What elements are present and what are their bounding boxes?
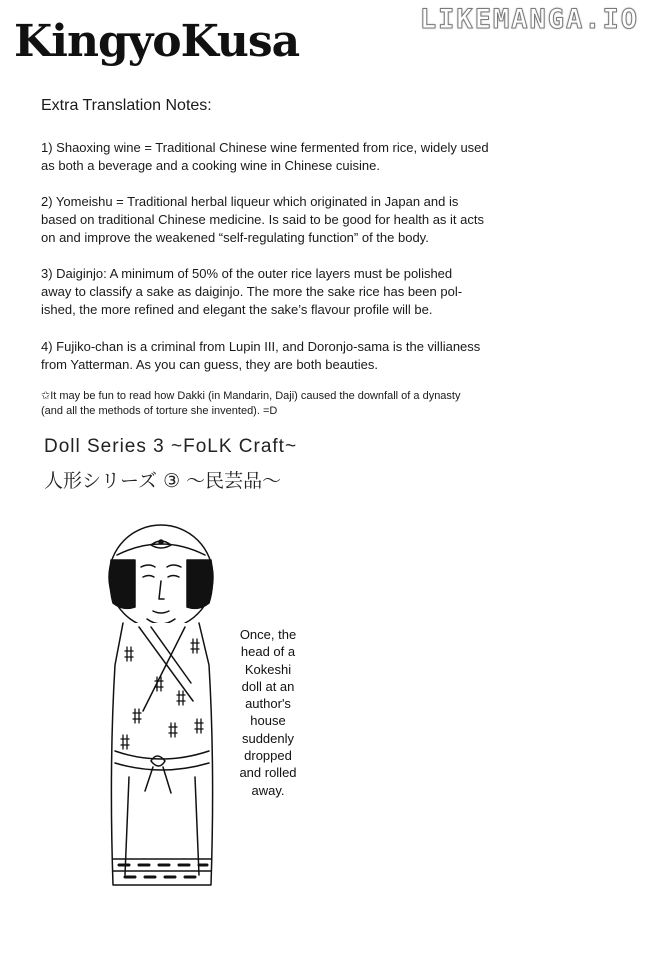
notes-title: Extra Translation Notes: — [41, 97, 212, 114]
note-2 — [41, 193, 496, 247]
note-3 — [41, 265, 496, 319]
caption-line: dropped — [244, 748, 292, 764]
caption-line: and rolled — [239, 765, 297, 781]
caption-line: suddenly — [241, 730, 295, 746]
caption-line: head of a — [240, 644, 296, 660]
kokeshi-doll-illustration — [95, 515, 225, 905]
caption-line: away. — [251, 782, 285, 798]
note-4-line-2: from Yatterman. As you can guess, they are both beauties. — [41, 357, 378, 372]
caption-line: doll at an — [241, 678, 295, 694]
star-note-line-1: ✩It may be fun to read how Dakki (in Mandarin, Daji) caused the downfall of a dynasty — [41, 390, 461, 402]
note-3-line-2: away to classify a sake as daiginjo. The more the sake rice has been pol- — [41, 284, 463, 299]
caption-line: Once, the — [239, 627, 297, 642]
note-3-line-1: 3) Daiginjo: A minimum of 50% of the outer rice layers must be polished — [41, 266, 453, 281]
note-1-line-2: as both a beverage and a cooking wine in Chinese cuisine. — [41, 158, 380, 173]
note-2-line-3: on and improve the weakened “self-regulating function” of the body. — [41, 230, 429, 245]
series-title-jp: 人形シリーズ ③ ～民芸品～ — [44, 470, 282, 492]
watermark: LIKEMANGA.IO — [419, 4, 639, 35]
caption-line: Kokeshi — [244, 661, 292, 677]
star-note-line-2: (and all the methods of torture she invented). =D — [41, 405, 278, 417]
note-2-line-2: based on traditional Chinese medicine. Is said to be good for health as it acts — [41, 212, 484, 227]
caption-line: author's — [245, 696, 291, 712]
note-1-line-1: 1) Shaoxing wine = Traditional Chinese wine fermented from rice, widely used — [41, 140, 489, 155]
doll-caption — [222, 626, 314, 799]
star-note — [41, 389, 501, 419]
note-2-line-1: 2) Yomeishu = Traditional herbal liqueur which originated in Japan and is — [41, 194, 459, 209]
note-4 — [41, 338, 496, 374]
note-4-line-1: 4) Fujiko-chan is a criminal from Lupin III, and Doronjo-sama is the villianess — [41, 339, 481, 354]
note-1 — [41, 139, 496, 175]
note-3-line-3: ished, the more refined and elegant the sake’s flavour profile will be. — [41, 302, 433, 317]
series-title-en: Doll Series 3 ~FoLK Craft~ — [44, 436, 298, 457]
caption-line: house — [250, 713, 286, 729]
logo: KingyoKusa — [14, 16, 300, 67]
